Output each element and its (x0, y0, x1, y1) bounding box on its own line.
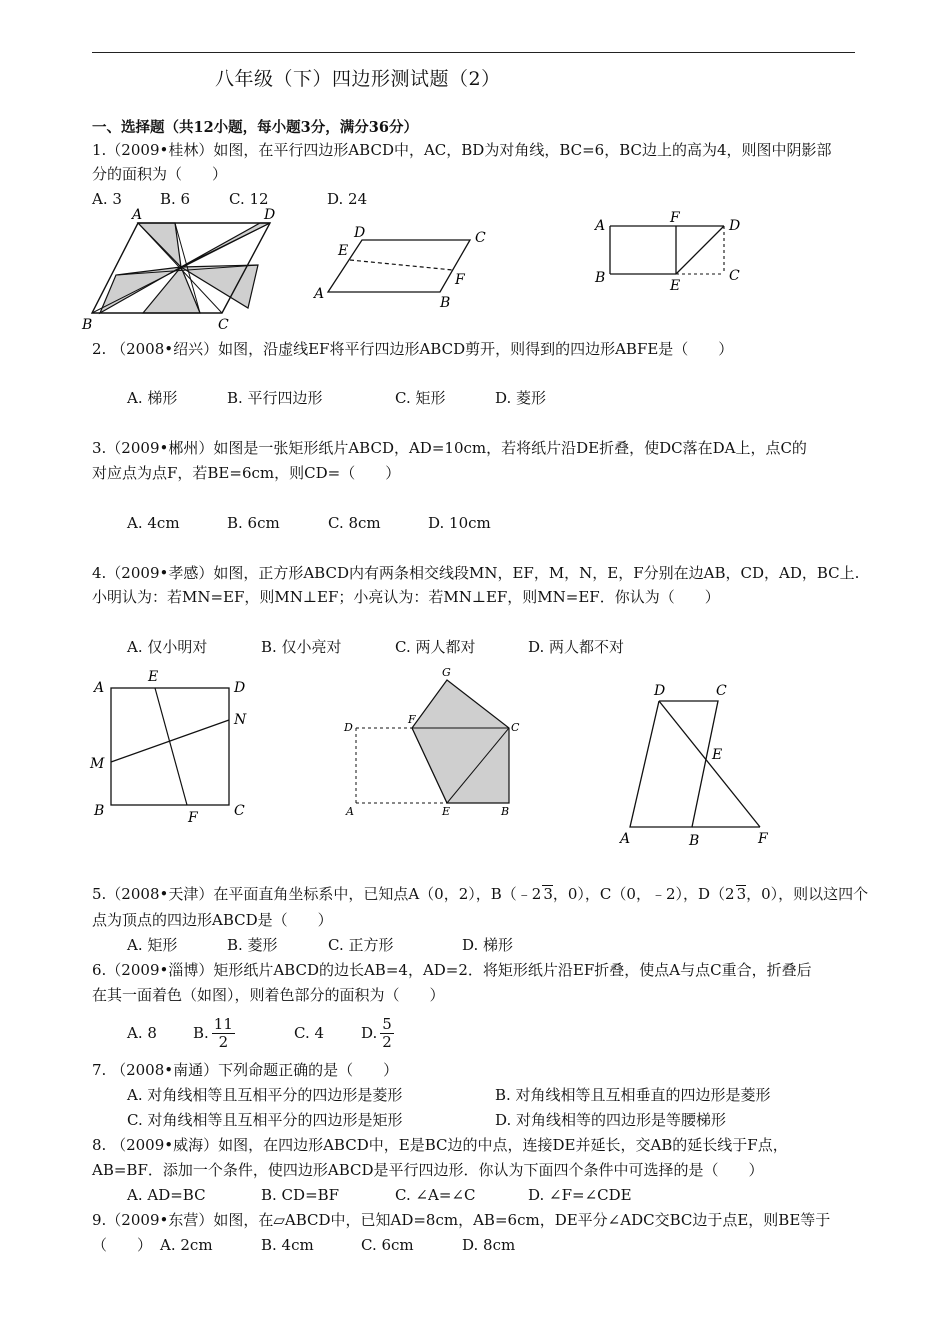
q9-option-b: B. 4cm (261, 1236, 314, 1254)
label-c: C (234, 803, 245, 819)
q9-option-c: C. 6cm (361, 1236, 414, 1254)
label-d: D (344, 721, 353, 734)
q7-option-a: A. 对角线相等且互相平分的四边形是菱形 (127, 1086, 403, 1104)
label-c: C (729, 268, 740, 284)
q3-option-c: C. 8cm (328, 514, 381, 532)
q6-option-d-label: D. (361, 1024, 378, 1042)
label-c: C (475, 230, 486, 246)
q6-option-d (361, 1013, 397, 1053)
q4-option-b: B. 仅小亮对 (261, 638, 342, 656)
label-b: B (82, 317, 93, 333)
q8-option-b: B. CD=BF (261, 1186, 340, 1204)
label-a: A (620, 831, 631, 847)
label-e: E (442, 805, 451, 818)
q4-text-line2: 小明认为：若MN=EF，则MN⊥EF；小亮认为：若MN⊥EF，则MN=EF．你认为（ ） (92, 588, 720, 606)
label-e: E (670, 278, 681, 294)
label-a: A (595, 218, 606, 234)
label-b: B (501, 805, 510, 818)
q2-option-d: D. 菱形 (495, 389, 547, 407)
q9-text-line1: 9.（2009•东营）如图，在▱ABCD中，已知AD=8cm，AB=6cm，DE平分∠ADC交BC边于点E，则BE等于 (92, 1211, 831, 1229)
q1-option-c: C. 12 (229, 190, 269, 208)
label-a: A (132, 207, 143, 223)
q3-option-b: B. 6cm (227, 514, 280, 532)
fraction-numerator: 11 (213, 1014, 233, 1033)
q6-option-b (193, 1013, 238, 1053)
figure-parallelogram-shaded (80, 205, 280, 333)
q6-option-c: C. 4 (294, 1024, 325, 1042)
label-c: C (511, 721, 520, 734)
label-b: B (440, 295, 451, 310)
q5-option-d: D. 梯形 (462, 936, 514, 954)
q9-option-a: A. 2cm (160, 1236, 213, 1254)
label-b: B (595, 270, 606, 286)
sqrt-three: 3 (543, 885, 553, 903)
q8-option-c: C. ∠A=∠C (395, 1186, 476, 1204)
q3-option-d: D. 10cm (428, 514, 491, 532)
fraction-11-2 (212, 1016, 235, 1051)
label-f: F (670, 210, 680, 226)
label-a: A (314, 286, 325, 302)
label-n: N (234, 712, 247, 728)
label-c: C (716, 683, 727, 699)
label-f: F (455, 272, 465, 288)
label-d: D (234, 680, 246, 696)
section-heading: 一、选择题（共12小题，每小题3分，满分36分） (92, 119, 418, 136)
q2-option-b: B. 平行四边形 (227, 389, 323, 407)
q6-text-line2: 在其一面着色（如图），则着色部分的面积为（ ） (92, 986, 445, 1004)
q2-text-line1: 2. （2008•绍兴）如图，沿虚线EF将平行四边形ABCD剪开，则得到的四边形ABFE是（ ） (92, 340, 734, 358)
figure-folded-rectangle (590, 208, 750, 296)
figure-square-segments (88, 668, 258, 828)
q1-option-a: A. 3 (92, 190, 122, 208)
label-c: C (218, 317, 229, 333)
label-g: G (442, 666, 451, 679)
label-b: B (94, 803, 105, 819)
label-e: E (712, 747, 723, 763)
q7-option-b: B. 对角线相等且互相垂直的四边形是菱形 (495, 1086, 771, 1104)
label-d: D (264, 207, 276, 223)
q5-option-a: A. 矩形 (127, 936, 178, 954)
fraction-5-2 (380, 1016, 394, 1051)
q7-option-c: C. 对角线相等且互相平分的四边形是矩形 (127, 1111, 403, 1129)
q4-option-c: C. 两人都对 (395, 638, 476, 656)
q7-option-d: D. 对角线相等的四边形是等腰梯形 (495, 1111, 727, 1129)
label-m: M (90, 756, 105, 772)
label-b: B (689, 833, 700, 849)
q4-option-d: D. 两人都不对 (528, 638, 625, 656)
figure-parallelogram-cut (310, 222, 495, 310)
q9-option-d: D. 8cm (462, 1236, 516, 1254)
q9-answer-blank: （ ） (92, 1236, 153, 1254)
q6-text-line1: 6.（2009•淄博）矩形纸片ABCD的边长AB=4，AD=2．将矩形纸片沿EF折叠，使点A与点C重合，折叠后 (92, 961, 812, 979)
q6-option-a: A. 8 (127, 1024, 157, 1042)
q5-text-part2: ，0），C（0，﹣2），D（2 (552, 885, 735, 903)
q8-text-line1: 8. （2009•威海）如图，在四边形ABCD中，E是BC边的中点，连接DE并延长，交AB的延长线于F点， (92, 1136, 788, 1154)
q1-option-d: D. 24 (327, 190, 368, 208)
q5-text-part3: ，0），则以这四个 (746, 885, 869, 903)
label-f: F (408, 713, 416, 726)
q1-option-b: B. 6 (160, 190, 191, 208)
q1-text-line2: 分的面积为（ ） (92, 165, 228, 183)
fraction-denominator: 2 (382, 1032, 392, 1051)
q8-option-a: A. AD=BC (127, 1186, 206, 1204)
label-a: A (94, 680, 105, 696)
q5-text-part1: 5.（2008•天津）在平面直角坐标系中，已知点A（0，2），B（﹣2 (92, 885, 542, 903)
header-rule (92, 52, 855, 53)
fraction-numerator: 5 (382, 1014, 392, 1033)
label-a: A (346, 805, 354, 818)
q3-text-line2: 对应点为点F，若BE=6cm，则CD=（ ） (92, 464, 401, 482)
q3-text-line1: 3.（2009•郴州）如图是一张矩形纸片ABCD，AD=10cm，若将纸片沿DE折叠，使DC落在DA上，点C的 (92, 439, 807, 457)
q7-text-line1: 7. （2008•南通）下列命题正确的是（ ） (92, 1061, 399, 1079)
label-d: D (354, 225, 366, 241)
sqrt-three: 3 (736, 885, 747, 903)
q2-option-a: A. 梯形 (127, 389, 178, 407)
label-f: F (758, 831, 768, 847)
label-e: E (338, 243, 349, 259)
q5-text-line1 (92, 884, 868, 904)
q3-option-a: A. 4cm (127, 514, 180, 532)
q5-text-line2: 点为顶点的四边形ABCD是（ ） (92, 911, 333, 929)
label-d: D (729, 218, 741, 234)
q5-option-c: C. 正方形 (328, 936, 394, 954)
fraction-denominator: 2 (218, 1032, 229, 1051)
figure-fold-shaded (338, 665, 528, 825)
q8-text-line2: AB=BF．添加一个条件，使四边形ABCD是平行四边形．你认为下面四个条件中可选择的是（ ） (92, 1161, 764, 1179)
q4-text-line1: 4.（2009•孝感）如图，正方形ABCD内有两条相交线段MN，EF，M，N，E，F分别在边AB，CD，AD，BC上. (92, 564, 860, 582)
q4-option-a: A. 仅小明对 (127, 638, 208, 656)
label-d: D (654, 683, 666, 699)
q6-option-b-label: B. (193, 1024, 209, 1042)
label-f: F (188, 810, 198, 826)
q2-option-c: C. 矩形 (395, 389, 446, 407)
q5-option-b: B. 菱形 (227, 936, 278, 954)
label-e: E (148, 669, 159, 685)
q8-option-d: D. ∠F=∠CDE (528, 1186, 632, 1204)
page-title: 八年级（下）四边形测试题（2） (215, 68, 501, 90)
figure-quadrilateral-extended (612, 675, 777, 855)
q1-text-line1: 1.（2009•桂林）如图，在平行四边形ABCD中，AC，BD为对角线，BC=6，BC边上的高为4，则图中阴影部 (92, 141, 832, 159)
